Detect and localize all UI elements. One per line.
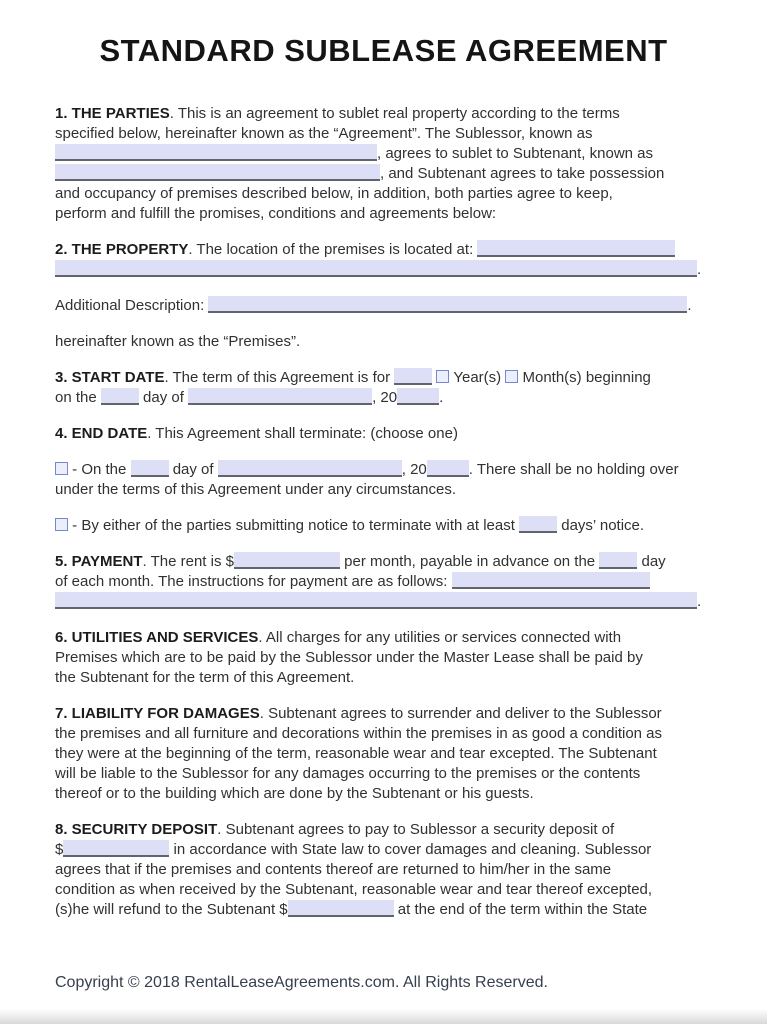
- text-run: agrees that if the premises and contents thereof are returned to him/her in the same: [55, 861, 612, 878]
- text-run: on the: [55, 389, 101, 406]
- section-heading: 6. UTILITIES AND SERVICES: [55, 629, 259, 646]
- section-heading: 1. THE PARTIES: [55, 105, 170, 122]
- text-run: (s)he will refund to the Subtenant $: [55, 901, 288, 918]
- end-on-date-checkbox[interactable]: [55, 462, 68, 475]
- text-run: of each month. The instructions for payment are as follows:: [55, 573, 452, 590]
- text-run: Premises which are to be paid by the Sublessor under the Master Lease shall be paid by: [55, 649, 643, 666]
- text-run: .: [439, 389, 444, 406]
- premises-note: [55, 332, 713, 352]
- text-run: they were at the beginning of the term, reasonable wear and tear excepted. The Subtenant: [55, 745, 657, 762]
- deposit-amount-field[interactable]: [63, 840, 169, 857]
- document-body: [55, 104, 713, 936]
- additional-description-field[interactable]: [208, 296, 687, 313]
- rent-amount-field[interactable]: [234, 552, 340, 569]
- section-5-payment: [55, 552, 713, 612]
- text-run: at the end of the term within the State: [393, 901, 648, 918]
- text-run: . The term of this Agreement is for: [164, 369, 395, 386]
- text-run: the Subtenant for the term of this Agreement.: [55, 669, 355, 686]
- section-heading: 7. LIABILITY FOR DAMAGES: [55, 705, 260, 722]
- end-date-option-fixed: [55, 460, 713, 500]
- section-3-start-date: [55, 368, 713, 408]
- additional-description: [55, 296, 713, 316]
- text-run: day: [637, 553, 666, 570]
- start-day-field[interactable]: [101, 388, 139, 405]
- copyright-footer: Copyright © 2018 RentalLeaseAgreements.com. All Rights Reserved.: [55, 974, 548, 991]
- document-title: STANDARD SUBLEASE AGREEMENT: [99, 33, 668, 68]
- section-heading: 2. THE PROPERTY: [55, 241, 189, 258]
- text-run: days’ notice.: [557, 517, 645, 534]
- sublessor-name-field[interactable]: [55, 144, 377, 161]
- section-4-end-date: [55, 424, 713, 444]
- text-run: - By either of the parties submitting notice to terminate with at least: [68, 517, 520, 534]
- end-day-field[interactable]: [131, 460, 169, 477]
- text-run: . All charges for any utilities or services connected with: [258, 629, 622, 646]
- text-run: will be liable to the Sublessor for any damages occurring to the premises or the contents: [55, 765, 641, 782]
- section-2-the-property: [55, 240, 713, 280]
- text-run: , and Subtenant agrees to take possession: [380, 165, 665, 182]
- term-length-field[interactable]: [394, 368, 432, 385]
- text-run: . This Agreement shall terminate: (choose one): [147, 425, 458, 442]
- section-heading: 5. PAYMENT: [55, 553, 143, 570]
- text-run: , 20: [401, 461, 427, 478]
- text-run: and occupancy of premises described below, in addition, both parties agree to keep,: [55, 185, 613, 202]
- text-run: , 20: [372, 389, 398, 406]
- months-checkbox[interactable]: [505, 370, 518, 383]
- text-run: day of: [168, 461, 218, 478]
- notice-days-field[interactable]: [519, 516, 557, 533]
- text-run: .: [687, 297, 692, 314]
- text-run: $: [55, 841, 64, 858]
- page-edge-shadow: [0, 1009, 767, 1024]
- text-run: Additional Description:: [55, 297, 209, 314]
- premises-location-field-2[interactable]: [55, 260, 697, 277]
- text-run: specified below, hereinafter known as the “Agreement”. The Sublessor, known as: [55, 125, 593, 142]
- end-month-field[interactable]: [218, 460, 402, 477]
- payment-instructions-field[interactable]: [452, 572, 650, 589]
- text-run: hereinafter known as the “Premises”.: [55, 333, 301, 350]
- start-year-field[interactable]: [397, 388, 439, 405]
- end-year-field[interactable]: [427, 460, 469, 477]
- text-run: .: [697, 593, 702, 610]
- text-run: . Subtenant agrees to surrender and deliver to the Sublessor: [259, 705, 662, 722]
- text-run: condition as when received by the Subtenant, reasonable wear and tear thereof excepted,: [55, 881, 653, 898]
- text-run: day of: [138, 389, 189, 406]
- text-run: in accordance with State law to cover damages and cleaning. Sublessor: [169, 841, 652, 858]
- text-run: the premises and all furniture and decorations within the premises in as good a condition as: [55, 725, 663, 742]
- text-run: . The location of the premises is located at:: [188, 241, 478, 258]
- refund-amount-field[interactable]: [288, 900, 394, 917]
- section-6-utilities-and-services: [55, 628, 713, 688]
- text-run: . Subtenant agrees to pay to Sublessor a security deposit of: [217, 821, 615, 838]
- text-run: . The rent is $: [142, 553, 234, 570]
- end-date-option-notice: [55, 516, 713, 536]
- text-run: .: [697, 261, 702, 278]
- section-8-security-deposit: [55, 820, 713, 920]
- text-run: - On the: [68, 461, 131, 478]
- text-run: thereof or to the building which are done by the Subtenant or his guests.: [55, 785, 534, 802]
- years-checkbox[interactable]: [436, 370, 449, 383]
- section-heading: 3. START DATE: [55, 369, 165, 386]
- section-heading: 4. END DATE: [55, 425, 148, 442]
- start-month-field[interactable]: [188, 388, 372, 405]
- payment-instructions-field-2[interactable]: [55, 592, 697, 609]
- subtenant-name-field[interactable]: [55, 164, 380, 181]
- section-heading: 8. SECURITY DEPOSIT: [55, 821, 218, 838]
- text-run: Month(s) beginning: [518, 369, 651, 386]
- section-7-liability-for-damages: [55, 704, 713, 804]
- text-run: . There shall be no holding over: [468, 461, 679, 478]
- text-run: , agrees to sublet to Subtenant, known as: [377, 145, 654, 162]
- text-run: Year(s): [449, 369, 506, 386]
- rent-due-day-field[interactable]: [599, 552, 637, 569]
- section-1-the-parties: [55, 104, 713, 224]
- premises-location-field[interactable]: [477, 240, 675, 257]
- notice-checkbox[interactable]: [55, 518, 68, 531]
- text-run: per month, payable in advance on the: [339, 553, 600, 570]
- text-run: perform and fulfill the promises, conditions and agreements below:: [55, 205, 497, 222]
- text-run: . This is an agreement to sublet real property according to the terms: [169, 105, 620, 122]
- text-run: under the terms of this Agreement under any circumstances.: [55, 481, 457, 498]
